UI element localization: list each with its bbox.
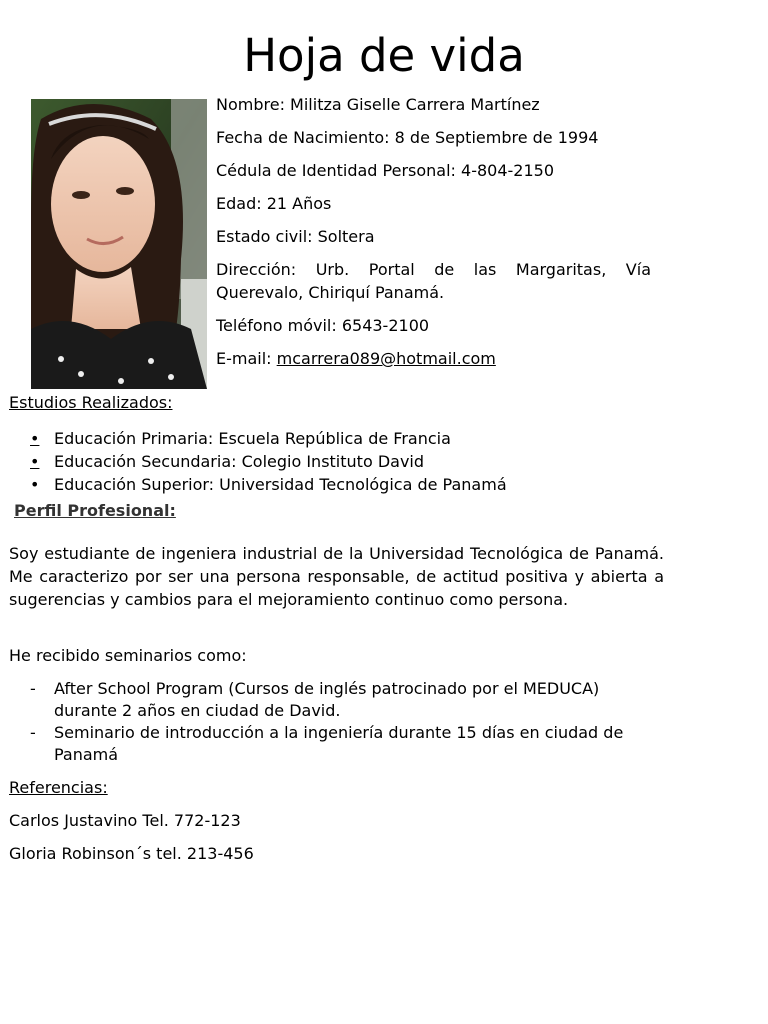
list-item: • Educación Secundaria: Colegio Instituto David [30, 452, 425, 471]
profile-photo [31, 99, 207, 389]
info-nombre: Nombre: Militza Giselle Carrera Martínez [216, 95, 540, 114]
info-estado-civil: Estado civil: Soltera [216, 227, 375, 246]
info-telefono: Teléfono móvil: 6543-2100 [216, 316, 430, 335]
estudios-list [30, 427, 507, 496]
dash-icon: - [30, 723, 36, 742]
list-item: • Educación Primaria: Escuela República de Francia [30, 429, 451, 448]
page-title: Hoja de vida [243, 29, 525, 82]
referencia-2: Gloria Robinson´s tel. 213-456 [9, 844, 254, 863]
email-link[interactable]: mcarrera089@hotmail.com [276, 349, 496, 368]
perfil-heading: Perfil Profesional: [14, 501, 176, 520]
email-label: E-mail: [216, 349, 277, 368]
bullet-icon: • [30, 452, 40, 471]
bullet-icon: • [30, 429, 40, 448]
list-item: - After School Program (Cursos de inglés patrocinado por el MEDUCA) durante 2 años en ciudad de David. [30, 679, 600, 720]
info-direccion: Dirección: Urb. Portal de las Margaritas, Vía Querevalo, Chiriquí Panamá. [216, 260, 651, 302]
seminarios-list [30, 678, 662, 766]
referencia-1: Carlos Justavino Tel. 772-123 [9, 811, 241, 830]
list-item: - Seminario de introducción a la ingeniería durante 15 días en ciudad de Panamá [30, 723, 624, 764]
info-edad: Edad: 21 Años [216, 194, 332, 213]
info-cedula: Cédula de Identidad Personal: 4-804-2150 [216, 161, 554, 180]
info-nacimiento: Fecha de Nacimiento: 8 de Septiembre de 1994 [216, 128, 599, 147]
list-item: • Educación Superior: Universidad Tecnológica de Panamá [30, 475, 507, 494]
perfil-text: Soy estudiante de ingeniera industrial de la Universidad Tecnológica de Panamá. Me caracterizo por ser una persona responsable, de actitud positiva y abierta a sugerencias y cambios para el mejoramiento continuo como persona. [9, 544, 664, 609]
bullet-icon: • [30, 475, 40, 494]
seminarios-intro: He recibido seminarios como: [9, 646, 247, 665]
dash-icon: - [30, 679, 36, 698]
referencias-heading: Referencias: [9, 778, 108, 797]
estudios-heading: Estudios Realizados: [9, 393, 173, 412]
personal-info [216, 93, 651, 380]
info-email [216, 347, 651, 370]
